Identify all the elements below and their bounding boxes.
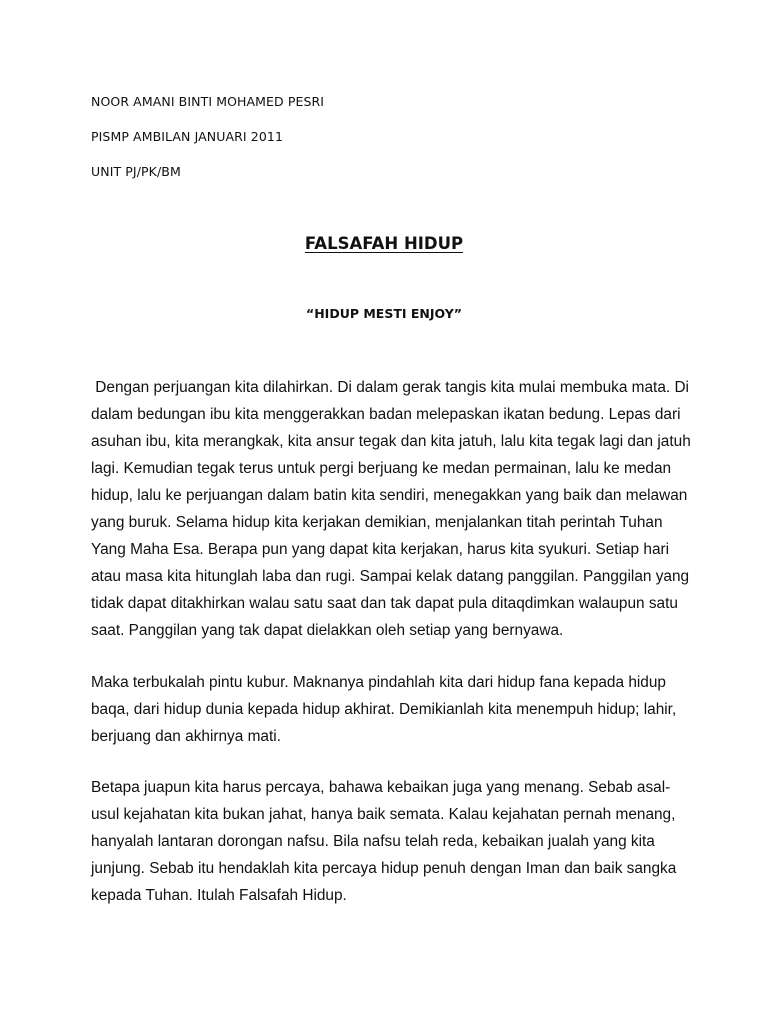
program-intake: PISMP AMBILAN JANUARI 2011 [91, 129, 284, 144]
paragraph-line: Betapa juapun kita harus percaya, bahawa kebaikan juga yang menang. Sebab asal- [91, 779, 671, 796]
author-name: NOOR AMANI BINTI MOHAMED PESRI [91, 94, 325, 109]
paragraph-line: junjung. Sebab itu hendaklah kita percaya hidup penuh dengan Iman dan baik sangka [91, 860, 677, 877]
paragraph-line: asuhan ibu, kita merangkak, kita ansur tegak dan kita jatuh, lalu kita tegak lagi dan jatuh [91, 433, 691, 450]
paragraph-line: lagi. Kemudian tegak terus untuk pergi berjuang ke medan permainan, lalu ke medan [91, 460, 672, 477]
paragraph-line: baqa, dari hidup dunia kepada hidup akhirat. Demikianlah kita menempuh hidup; lahir, [91, 701, 677, 718]
paragraph-line: hanyalah lantaran dorongan nafsu. Bila nafsu telah reda, kebaikan jualah yang kita [91, 833, 655, 850]
paragraph-line: tidak dapat ditakhirkan walau satu saat dan tak dapat pula ditaqdimkan walaupun satu [91, 595, 678, 612]
paragraph-3 [91, 774, 731, 909]
paragraph-2 [91, 669, 731, 750]
paragraph-line: hidup, lalu ke perjuangan dalam batin kita sendiri, menegakkan yang baik dan melawan [91, 487, 688, 504]
paragraph-line: Yang Maha Esa. Berapa pun yang dapat kita kerjakan, harus kita syukuri. Setiap hari [91, 541, 670, 558]
paragraph-line: Maka terbukalah pintu kubur. Maknanya pindahlah kita dari hidup fana kepada hidup [91, 674, 666, 691]
paragraph-line: usul kejahatan kita bukan jahat, hanya baik semata. Kalau kejahatan pernah menang, [91, 806, 676, 823]
paragraph-line: yang buruk. Selama hidup kita kerjakan demikian, menjalankan titah perintah Tuhan [91, 514, 663, 531]
paragraph-line: Dengan perjuangan kita dilahirkan. Di dalam gerak tangis kita mulai membuka mata. Di [91, 379, 689, 396]
document-subtitle: “HIDUP MESTI ENJOY” [306, 306, 462, 321]
document-title: FALSAFAH HIDUP [304, 234, 464, 253]
paragraph-line: saat. Panggilan yang tak dapat dielakkan oleh setiap yang bernyawa. [91, 622, 564, 639]
paragraph-1 [91, 374, 731, 644]
paragraph-line: kepada Tuhan. Itulah Falsafah Hidup. [91, 887, 347, 904]
paragraph-line: atau masa kita hitunglah laba dan rugi. Sampai kelak datang panggilan. Panggilan yang [91, 568, 690, 585]
paragraph-line: dalam bedungan ibu kita menggerakkan badan melepaskan ikatan bedung. Lepas dari [91, 406, 681, 423]
paragraph-line: berjuang dan akhirnya mati. [91, 728, 281, 745]
unit-label: UNIT PJ/PK/BM [91, 164, 181, 179]
